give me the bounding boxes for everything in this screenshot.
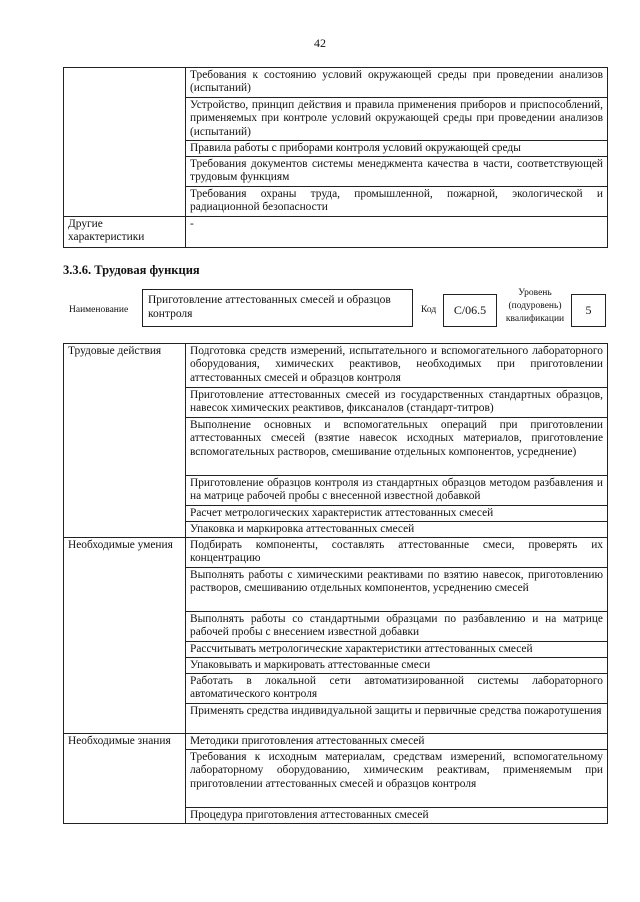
table-cell: Упаковка и маркировка аттестованных смесей <box>186 522 608 538</box>
table-cell: Требования к исходным материалам, средствам измерений, вспомогательному лабораторному оборудованию, химическим реактивам, применяемым при приготовлении аттестованных смесей и образцов контроля <box>186 750 608 808</box>
table-cell: Требования охраны труда, промышленной, пожарной, экологической и радиационной безопасности <box>186 187 608 217</box>
table-cell: Выполнять работы с химическими реактивами по взятию навесок, приготовлению растворов, смешиванию отдельных компонентов, усреднению смесей <box>186 568 608 612</box>
table-cell: Подготовка средств измерений, испытательного и вспомогательного лабораторного оборудования, химических реактивов, необходимых при приготовлении аттестованных смесей и образцов контроля <box>186 344 608 388</box>
page-number: 42 <box>314 36 326 50</box>
table-cell: Выполнение основных и вспомогательных операций при приготовлении аттестованных смесей (взятие навесок исходных материалов, приготовление вспомогательных растворов, смешивание отдельных компонентов, усреднение) <box>186 418 608 476</box>
previous-function-table <box>63 67 608 248</box>
table-cell: Упаковывать и маркировать аттестованные смеси <box>186 658 608 674</box>
table-cell: Подбирать компоненты, составлять аттестованные смеси, проверять их концентрацию <box>186 538 608 568</box>
table-cell: Правила работы с приборами контроля условий окружающей среды <box>186 141 608 157</box>
labor-actions-label: Трудовые действия <box>64 344 186 538</box>
qualification-level-label: Уровень (подуровень) квалификации <box>505 288 565 324</box>
other-characteristics-value: - <box>186 217 608 248</box>
qualification-level-box: 5 <box>571 294 606 327</box>
table-cell: Требования документов системы менеджмента качества в части, соответствующей трудовым функциям <box>186 157 608 187</box>
required-knowledge-label: Необходимые знания <box>64 734 186 824</box>
table-cell: Процедура приготовления аттестованных смесей <box>186 808 608 824</box>
name-value-box: Приготовление аттестованных смесей и образцов контроля <box>142 289 413 327</box>
table-cell: Работать в локальной сети автоматизированной системы лабораторного автоматического контроля <box>186 674 608 704</box>
table-cell: Расчет метрологических характеристик аттестованных смесей <box>186 506 608 522</box>
table-cell: Применять средства индивидуальной защиты и первичные средства пожаротушения <box>186 704 608 734</box>
labor-function-table <box>63 343 608 824</box>
other-characteristics-label: Другие характеристики <box>64 217 186 248</box>
table-cell: Устройство, принцип действия и правила применения приборов и приспособлений, применяемых при контроле условий окружающей среды при проведении анализов (испытаний) <box>186 98 608 141</box>
table-cell: Методики приготовления аттестованных смесей <box>186 734 608 750</box>
section-heading: 3.3.6. Трудовая функция <box>63 263 200 277</box>
knowledge-label-cell <box>64 68 186 217</box>
name-label: Наименование <box>69 305 129 315</box>
code-label: Код <box>421 305 437 315</box>
table-cell: Выполнять работы со стандартными образцами по разбавлению и на матрице рабочей пробы с внесением известной добавки <box>186 612 608 642</box>
table-cell: Требования к состоянию условий окружающей среды при проведении анализов (испытаний) <box>186 68 608 98</box>
labor-function-header <box>63 289 623 333</box>
code-value-box: C/06.5 <box>443 294 497 327</box>
table-cell: Приготовление образцов контроля из стандартных образцов методом разбавления и на матрице рабочей пробы с внесенной известной добавкой <box>186 476 608 506</box>
required-skills-label: Необходимые умения <box>64 538 186 734</box>
table-cell: Рассчитывать метрологические характеристики аттестованных смесей <box>186 642 608 658</box>
table-cell: Приготовление аттестованных смесей из государственных стандартных образцов, навесок химических реактивов, фиксаналов (стандарт-титров) <box>186 388 608 418</box>
